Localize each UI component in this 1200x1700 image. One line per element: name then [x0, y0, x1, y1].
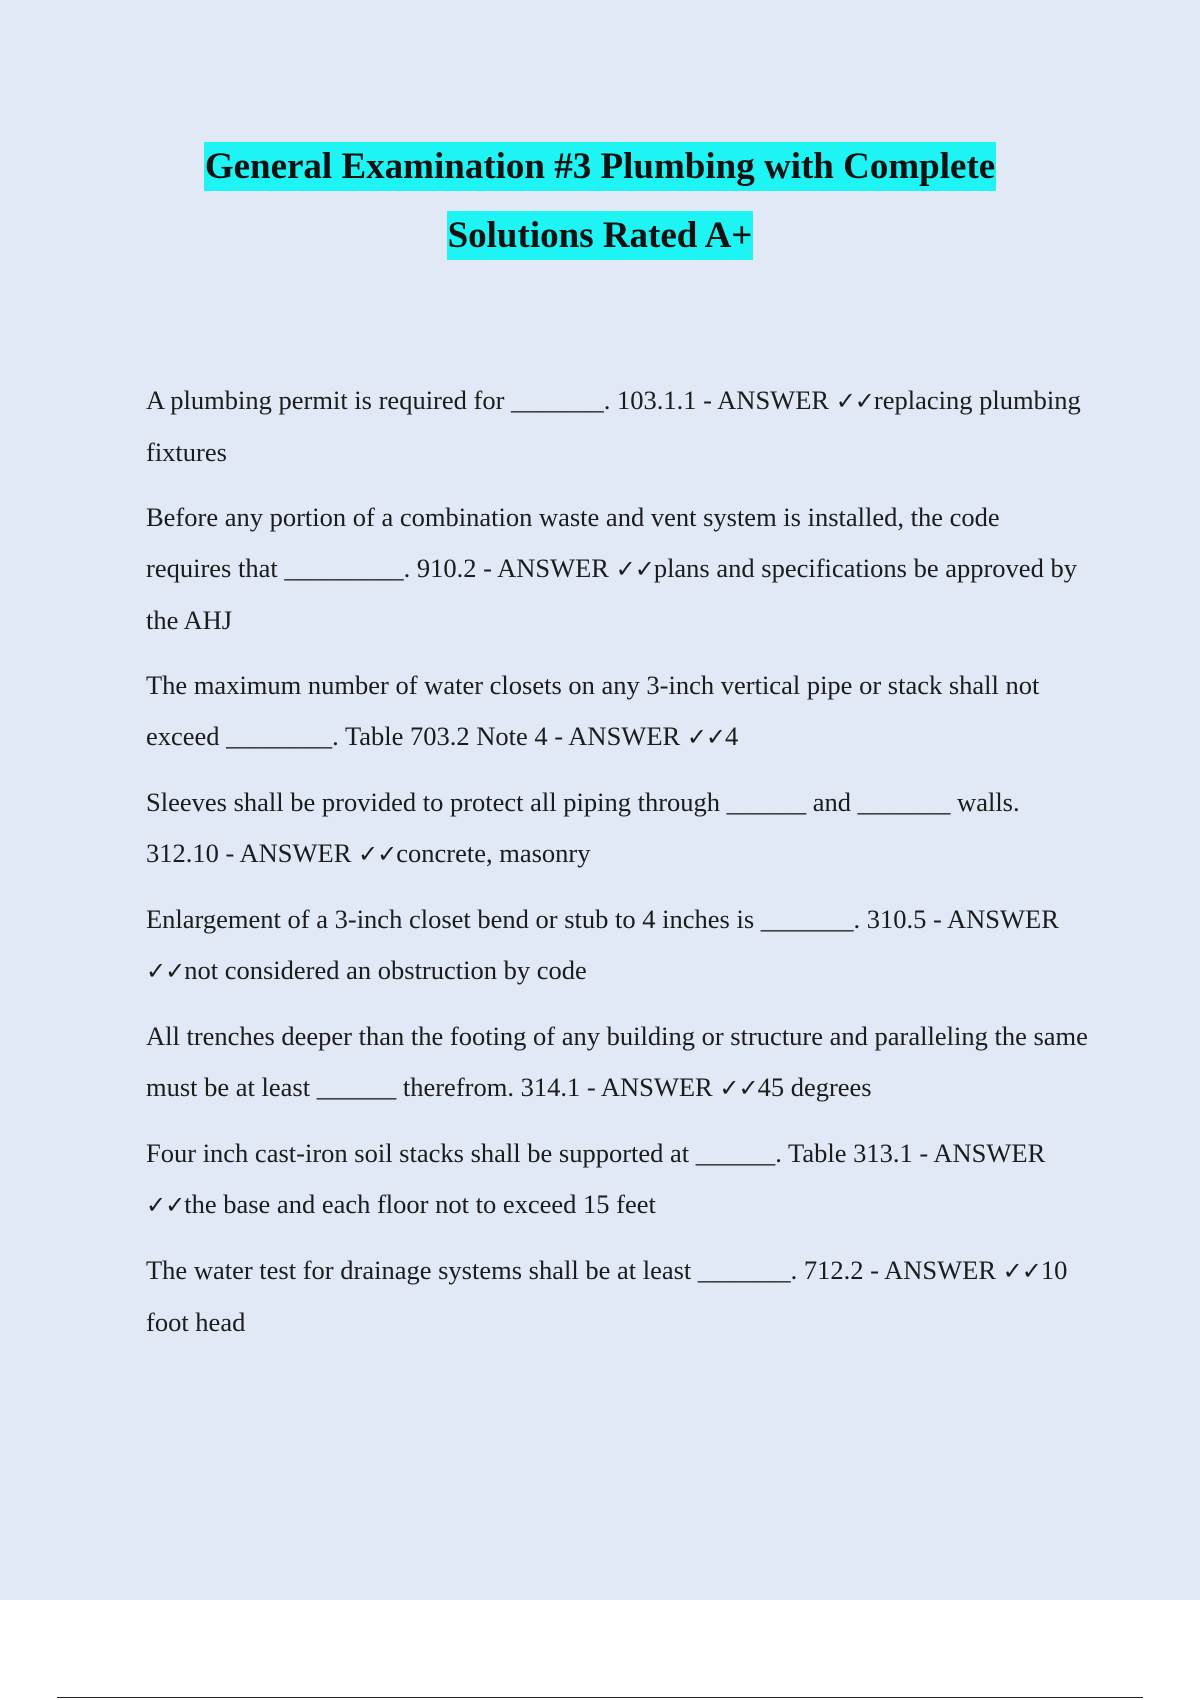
answer-text: concrete, masonry: [396, 838, 591, 868]
answer-text: the base and each floor not to exceed 15 feet: [184, 1189, 656, 1219]
question-item: [146, 1245, 1091, 1348]
question-item: [146, 492, 1091, 646]
question-item: [146, 1128, 1091, 1231]
double-check-icon: ✓✓: [1002, 1257, 1041, 1285]
double-check-icon: ✓✓: [615, 555, 654, 583]
question-list: [146, 375, 1091, 1362]
answer-text: 4: [725, 721, 739, 751]
answer-label: ANSWER: [947, 904, 1059, 934]
answer-label: ANSWER: [717, 385, 830, 415]
answer-label: ANSWER: [600, 1072, 713, 1102]
answer-text: replacing plumbing fixtures: [146, 385, 1081, 467]
double-check-icon: ✓✓: [358, 840, 397, 868]
answer-text: plans and specifications be approved by the AHJ: [146, 553, 1077, 635]
document-title: [0, 142, 1200, 260]
double-check-icon: ✓✓: [686, 723, 726, 751]
double-check-icon: ✓✓: [146, 1191, 185, 1219]
title-line-1: General Examination #3 Plumbing with Complete: [204, 142, 996, 191]
double-check-icon: ✓✓: [146, 957, 185, 985]
question-text: Enlargement of a 3-inch closet bend or stub to 4 inches is _______. 310.5 -: [146, 904, 947, 934]
answer-text: 10 foot head: [146, 1255, 1068, 1337]
question-text: Four inch cast-iron soil stacks shall be supported at ______. Table 313.1 -: [146, 1138, 934, 1168]
answer-label: ANSWER: [239, 838, 352, 868]
question-text: Before any portion of a combination waste and vent system is installed, the code requires that _________. 910.2 -: [146, 502, 1000, 583]
question-item: [146, 777, 1091, 880]
double-check-icon: ✓✓: [835, 387, 874, 415]
title-line-2: Solutions Rated A+: [447, 211, 754, 260]
answer-label: ANSWER: [933, 1138, 1046, 1168]
answer-text: 45 degrees: [757, 1072, 872, 1102]
question-text: The maximum number of water closets on any 3-inch vertical pipe or stack shall not exceed ________. Table 703.2 Note 4 -: [146, 670, 1040, 751]
answer-label: ANSWER: [884, 1255, 997, 1285]
question-item: [146, 894, 1091, 997]
answer-label: ANSWER: [568, 721, 681, 751]
question-text: All trenches deeper than the footing of any building or structure and paralleling the same must be at least ______ therefrom. 314.1 -: [146, 1021, 1088, 1102]
answer-text: not considered an obstruction by code: [184, 955, 587, 985]
answer-label: ANSWER: [497, 553, 609, 583]
question-text: A plumbing permit is required for _______. 103.1.1 -: [146, 385, 718, 415]
footer-divider: [57, 1697, 1143, 1698]
question-text: Sleeves shall be provided to protect all piping through ______ and _______ walls. 312.10 -: [146, 787, 1020, 868]
question-text: The water test for drainage systems shall be at least _______. 712.2 -: [146, 1255, 885, 1285]
question-item: [146, 660, 1091, 763]
double-check-icon: ✓✓: [719, 1074, 758, 1102]
question-item: [146, 1011, 1091, 1114]
question-item: [146, 375, 1091, 478]
